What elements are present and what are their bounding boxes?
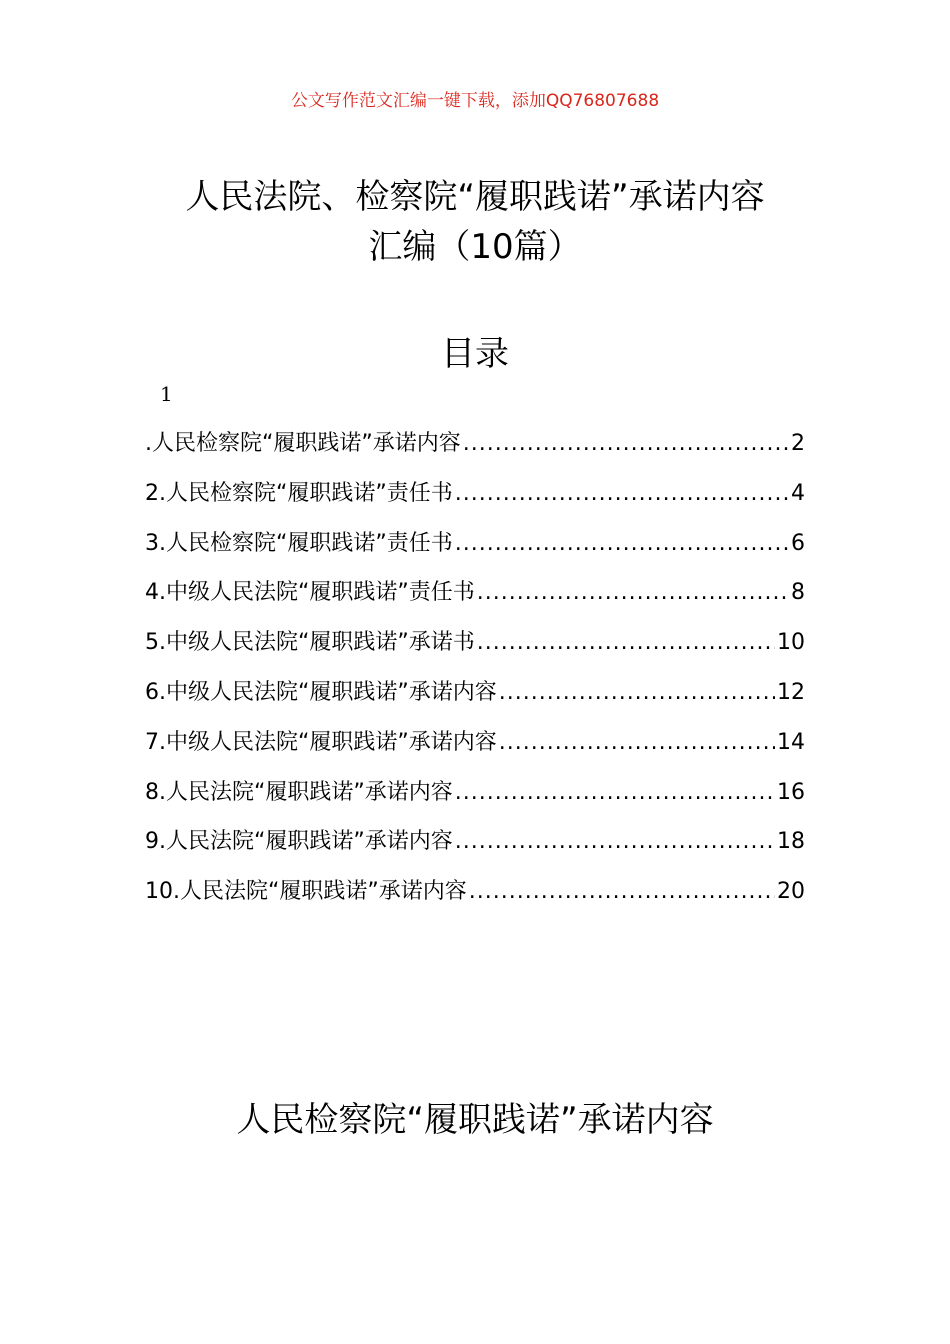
toc-entry-page: 14 [777, 729, 805, 755]
toc-dot-leader [463, 431, 789, 456]
toc-entry-label: 8.人民法院“履职践诺”承诺内容 [145, 779, 453, 805]
toc-entry-label: 9.人民法院“履职践诺”承诺内容 [145, 829, 453, 855]
toc-entry-page: 10 [777, 630, 805, 656]
toc-entry-5[interactable] [145, 625, 805, 675]
toc-dot-leader [499, 680, 775, 705]
toc-dot-leader [469, 879, 775, 904]
table-of-contents [145, 426, 805, 924]
toc-entry-label: 7.中级人民法院“履职践诺”承诺内容 [145, 729, 497, 755]
toc-dot-leader [455, 481, 789, 506]
toc-entry-page: 8 [791, 580, 805, 606]
toc-entry-page: 18 [777, 829, 805, 855]
document-title-line-1: 人民法院、检察院“履职践诺”承诺内容 [185, 177, 765, 217]
toc-entry-3[interactable] [145, 526, 805, 576]
toc-entry-1[interactable] [145, 426, 805, 476]
toc-dot-leader [455, 780, 775, 805]
toc-marker: 1 [160, 382, 173, 406]
toc-entry-label: 2.人民检察院“履职践诺”责任书 [145, 480, 453, 506]
toc-entry-page: 6 [791, 530, 805, 556]
toc-entry-label: 10.人民法院“履职践诺”承诺内容 [145, 879, 467, 905]
toc-entry-label: 6.中级人民法院“履职践诺”承诺内容 [145, 679, 497, 705]
document-title-line-2: 汇编（10篇） [368, 227, 582, 267]
toc-entry-page: 20 [777, 879, 805, 905]
toc-entry-page: 2 [791, 431, 805, 456]
toc-dot-leader [477, 580, 789, 605]
header-ad-text[interactable]: 公文写作范文汇编一键下载，添加QQ76807688 [290, 91, 660, 111]
toc-entry-10[interactable] [145, 874, 805, 924]
toc-entry-page: 4 [791, 480, 805, 506]
toc-entry-label: 4.中级人民法院“履职践诺”责任书 [145, 580, 475, 606]
toc-entry-label: 3.人民检察院“履职践诺”责任书 [145, 530, 453, 556]
toc-entry-6[interactable] [145, 675, 805, 725]
toc-entry-page: 16 [777, 779, 805, 805]
toc-entry-label: 5.中级人民法院“履职践诺”承诺书 [145, 630, 475, 656]
toc-entry-2[interactable] [145, 476, 805, 526]
toc-heading: 目录 [441, 334, 509, 374]
toc-dot-leader [455, 829, 775, 854]
toc-entry-9[interactable] [145, 824, 805, 874]
toc-entry-4[interactable] [145, 575, 805, 625]
toc-entry-7[interactable] [145, 725, 805, 775]
toc-dot-leader [499, 730, 775, 755]
toc-entry-label: .人民检察院“履职践诺”承诺内容 [145, 431, 461, 456]
document-title [0, 172, 950, 272]
toc-entry-page: 12 [777, 679, 805, 705]
toc-entry-8[interactable] [145, 775, 805, 825]
toc-dot-leader [455, 531, 789, 556]
section-title: 人民检察院“履职践诺”承诺内容 [236, 1100, 714, 1140]
toc-dot-leader [477, 630, 775, 655]
